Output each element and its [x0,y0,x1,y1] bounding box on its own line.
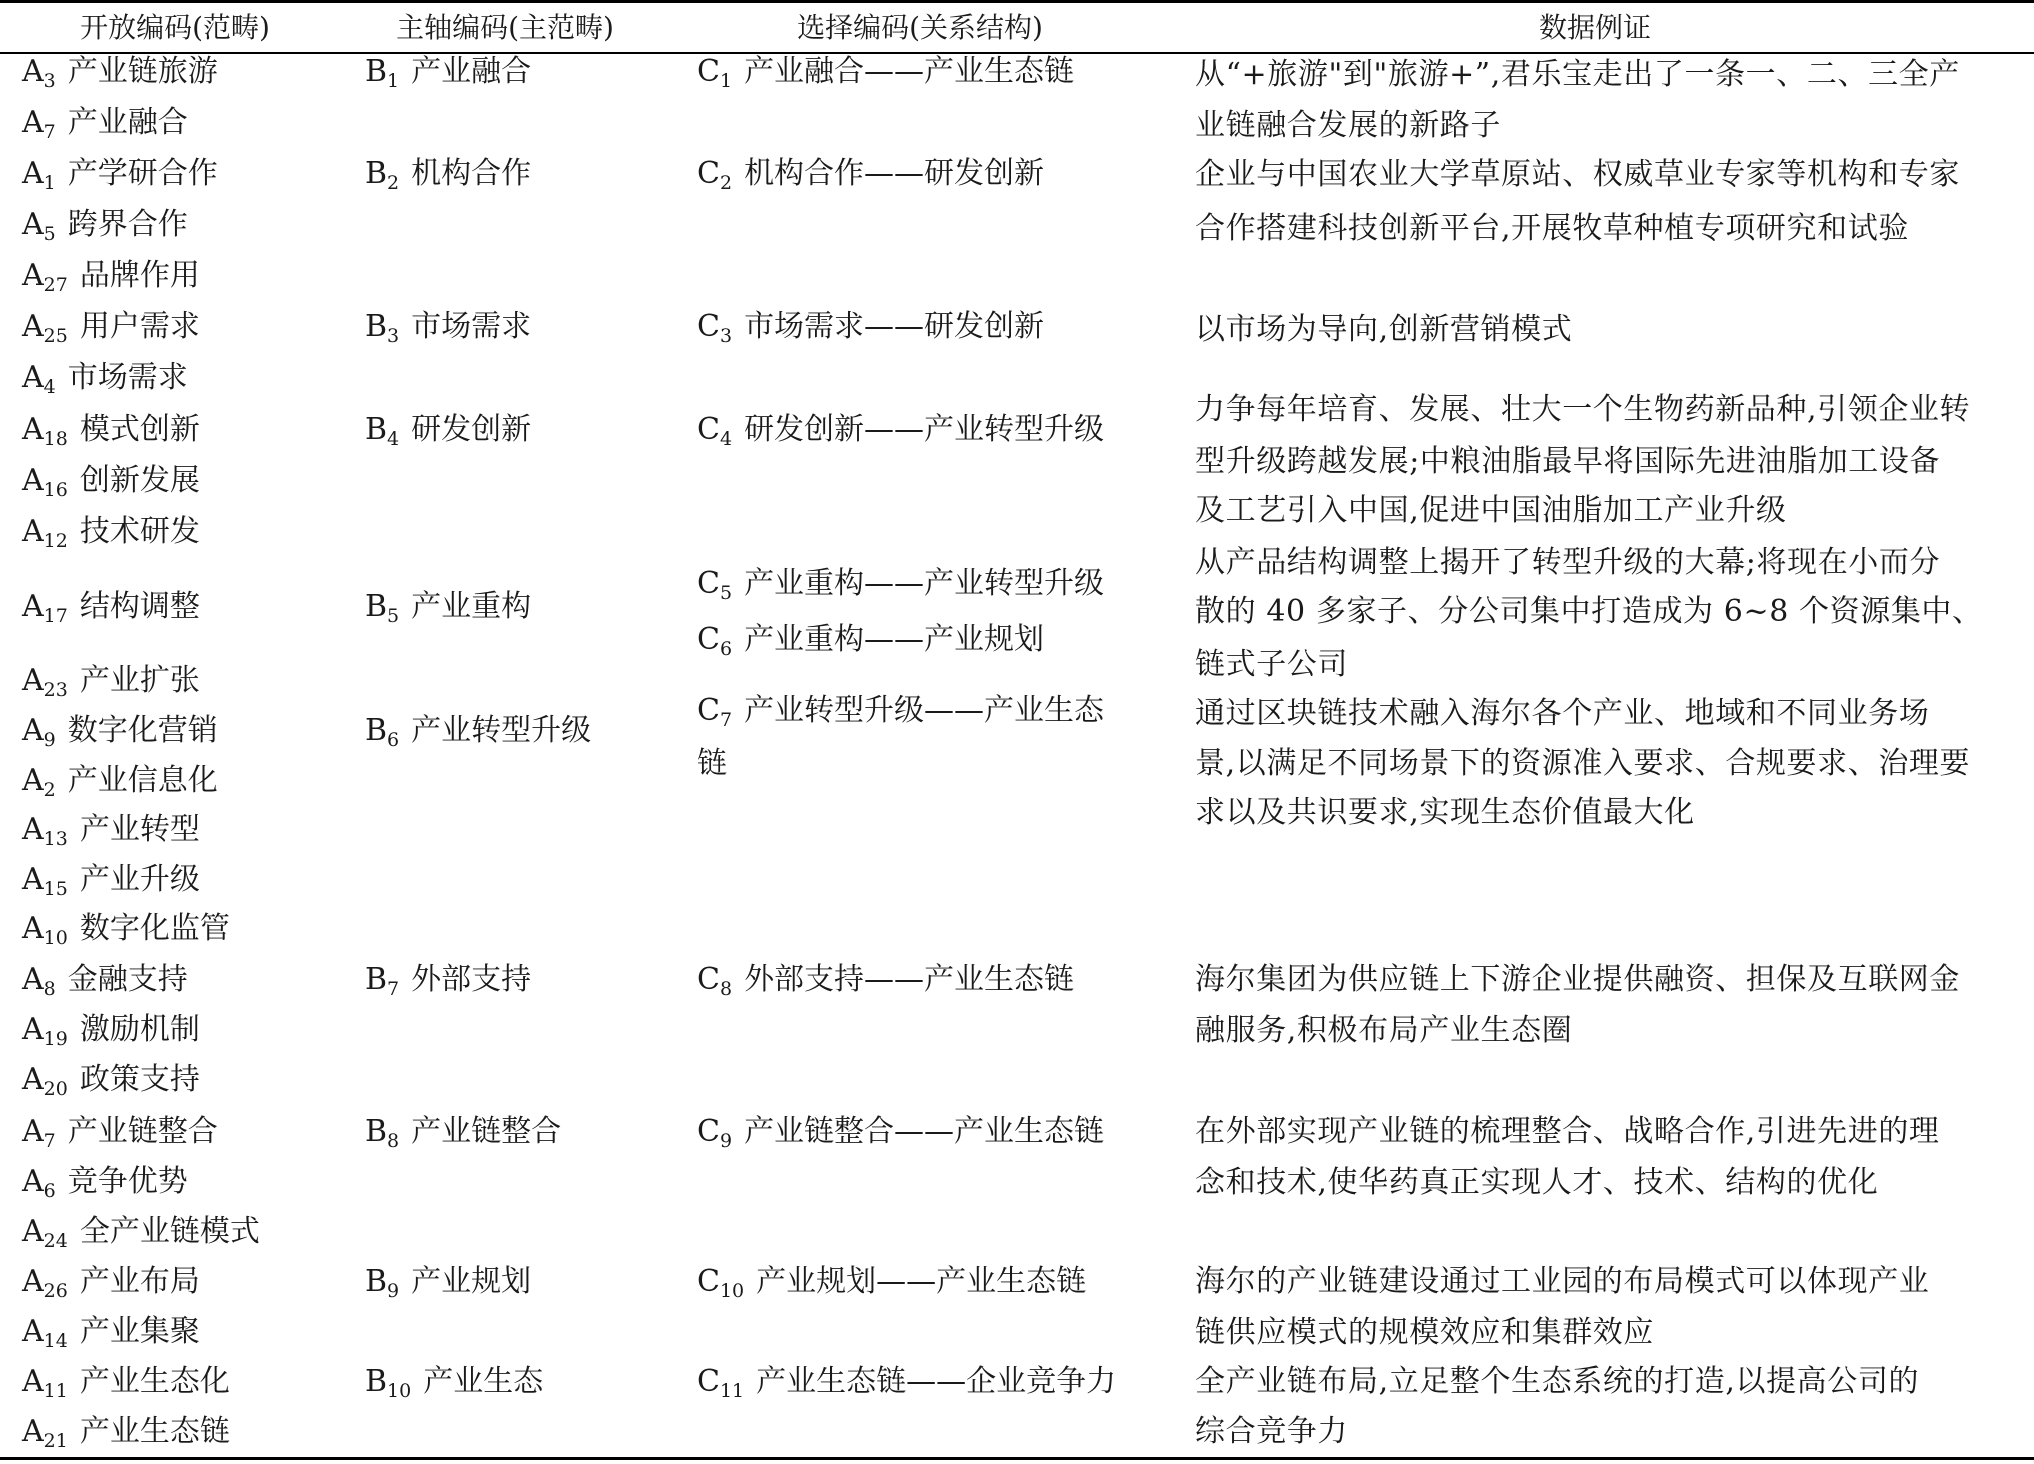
open-coding-category-code-index: 26 [43,1280,68,1302]
axial-coding-category-line [365,1107,561,1157]
open-coding-category-code [22,862,68,900]
open-coding-category-text: 产学研合作 [67,156,218,191]
open-coding-category-code-index: 18 [43,428,68,450]
selective-coding-relation-code-letter: C [697,1364,720,1399]
data-evidence-line: 海尔集团为供应链上下游企业提供融资、担保及互联网金 [1195,962,1960,997]
axial-coding-category-code-index: 4 [387,428,400,450]
open-coding-category-code-index: 12 [43,530,68,552]
axial-coding-category-code [365,1264,400,1302]
open-coding-category-code-index: 25 [43,325,68,347]
open-coding-category-line [22,200,188,250]
open-coding-category-line [22,456,200,506]
table-bottom-rule [0,1457,2034,1460]
open-coding-category-text: 用户需求 [79,309,200,344]
open-coding-category-code-index: 24 [43,1230,68,1252]
open-coding-category-code [22,463,68,501]
open-coding-category-line [22,706,218,756]
axial-coding-category-line [365,47,531,97]
axial-coding-category-line [365,1357,543,1407]
data-evidence-line: 从“+旅游"到"旅游+”,君乐宝走出了一条一、二、三全产 [1195,57,1960,92]
open-coding-category-code-index: 2 [43,779,56,801]
axial-coding-category-code-letter: B [365,713,388,748]
open-coding-category-line [22,1107,218,1157]
selective-coding-relation-text: 产业融合——产业生态链 [744,54,1075,89]
open-coding-category-code-index: 6 [43,1180,56,1202]
open-coding-category-text: 市场需求 [67,360,188,395]
selective-coding-relation-text: 市场需求——研发创新 [744,309,1045,344]
open-coding-category-code-letter: A [22,412,44,447]
axial-coding-category-line [365,405,531,455]
selective-coding-relation-text: 产业链整合——产业生态链 [744,1114,1105,1149]
open-coding-category-code-letter: A [22,663,44,698]
axial-coding-category-code [365,1114,400,1152]
data-evidence-line: 通过区块链技术融入海尔各个产业、地域和不同业务场 [1195,696,1930,731]
selective-coding-relation-code-letter: C [697,1114,720,1149]
open-coding-category-code-index: 5 [43,223,56,245]
open-coding-category-code [22,1264,68,1302]
selective-coding-relation-line [697,955,1074,1005]
selective-coding-relation-code-index: 9 [719,1130,733,1152]
selective-coding-relation-text: 产业转型升级——产业生态 [744,693,1105,728]
open-coding-category-line [22,251,200,301]
open-coding-category-line [22,1005,200,1055]
selective-coding-relation-line [697,1107,1104,1157]
open-coding-category-code-letter: A [22,1414,44,1449]
axial-coding-category-code-letter: B [365,1364,388,1399]
open-coding-category-line [22,582,200,632]
selective-coding-relation-code-letter: C [697,962,720,997]
axial-coding-category-code [365,589,400,627]
data-evidence-line: 散的 40 多家子、分公司集中打造成为 6~8 个资源集中、 [1195,594,1983,629]
axial-coding-category-code-letter: B [365,962,388,997]
open-coding-category-code-index: 14 [43,1330,68,1352]
selective-coding-relation-text: 产业规划——产业生态链 [756,1264,1087,1299]
open-coding-category-line [22,149,218,199]
open-coding-category-text: 政策支持 [79,1062,200,1097]
axial-coding-category-code-index: 9 [387,1280,400,1302]
open-coding-category-code [22,1364,68,1402]
axial-coding-category-code-index: 3 [387,325,400,347]
open-coding-category-text: 模式创新 [79,412,200,447]
data-evidence-line: 融服务,积极布局产业生态圈 [1195,1013,1573,1048]
selective-coding-relation-code-letter: C [697,309,720,344]
open-coding-category-code [22,911,68,949]
selective-coding-relation-code-index: 2 [719,172,733,194]
open-coding-category-code-index: 11 [43,1380,68,1402]
selective-coding-relation-text: 产业重构——产业转型升级 [744,566,1105,601]
open-coding-category-code [22,962,56,1000]
axial-coding-category-text: 产业生态 [423,1364,544,1399]
open-coding-category-code-letter: A [22,1012,44,1047]
open-coding-category-line [22,805,200,855]
selective-coding-relation-code-index: 7 [719,709,733,731]
open-coding-category-text: 产业信息化 [67,763,218,798]
data-evidence-line: 念和技术,使华药真正实现人才、技术、结构的优化 [1195,1165,1879,1200]
open-coding-category-code-letter: A [22,105,44,140]
open-coding-category-code-letter: A [22,1164,44,1199]
open-coding-category-code [22,1114,56,1152]
selective-coding-relation-line [697,1257,1086,1307]
selective-coding-relation-code [697,1264,745,1302]
open-coding-category-line [22,1257,200,1307]
open-coding-category-text: 激励机制 [79,1012,200,1047]
open-coding-category-code [22,105,56,143]
open-coding-category-code-letter: A [22,713,44,748]
axial-coding-category-line [365,706,591,756]
selective-coding-relation-text: 产业生态链——企业竞争力 [756,1364,1117,1399]
axial-coding-category-code-letter: B [365,309,388,344]
axial-coding-category-code-index: 10 [387,1380,412,1402]
selective-coding-relation-code-index: 11 [719,1380,745,1402]
open-coding-category-code [22,309,68,347]
axial-coding-category-text: 外部支持 [411,962,532,997]
open-coding-category-code-index: 17 [43,605,68,627]
open-coding-category-code [22,763,56,801]
selective-coding-relation-code-letter: C [697,412,720,447]
selective-coding-relation-text: 机构合作——研发创新 [744,156,1045,191]
open-coding-category-code [22,258,68,296]
data-evidence-line: 求以及共识要求,实现生态价值最大化 [1195,795,1695,830]
axial-coding-category-code [365,1364,412,1402]
axial-coding-category-code [365,54,400,92]
data-evidence-line: 型升级跨越发展;中粮油脂最早将国际先进油脂加工设备 [1195,444,1941,479]
open-coding-category-code-index: 21 [43,1430,68,1452]
selective-coding-relation-code-letter: C [697,566,720,601]
axial-coding-category-code-index: 8 [387,1130,400,1152]
open-coding-category-code [22,663,68,701]
selective-coding-relation-code [697,962,733,1000]
open-coding-category-line [22,405,200,455]
open-coding-category-text: 数字化营销 [67,713,218,748]
open-coding-category-code-index: 7 [43,1130,56,1152]
open-coding-category-code-index: 15 [43,878,68,900]
open-coding-category-code-index: 7 [43,121,56,143]
selective-coding-relation-code-index: 6 [719,638,733,660]
axial-coding-category-code [365,156,400,194]
open-coding-category-line [22,353,188,403]
open-coding-category-code [22,589,68,627]
open-coding-category-text: 产业链整合 [67,1114,218,1149]
open-coding-category-text: 技术研发 [79,514,200,549]
open-coding-category-text: 品牌作用 [79,258,200,293]
selective-coding-relation-code-index: 3 [719,325,733,347]
open-coding-category-text: 产业集聚 [79,1314,200,1349]
open-coding-category-code-index: 9 [43,729,56,751]
open-coding-category-code [22,1012,68,1050]
open-coding-category-text: 全产业链模式 [79,1214,260,1249]
open-coding-category-line [22,756,218,806]
axial-coding-category-line [365,955,531,1005]
open-coding-category-code-index: 20 [43,1078,68,1100]
table-top-rule [0,0,2034,3]
selective-coding-relation-code-index: 8 [719,978,733,1000]
axial-coding-category-code [365,713,400,751]
axial-coding-category-code-index: 2 [387,172,400,194]
open-coding-category-code-letter: A [22,360,44,395]
selective-coding-relation-text: 研发创新——产业转型升级 [744,412,1105,447]
open-coding-category-code-letter: A [22,514,44,549]
open-coding-category-code-index: 8 [43,978,56,1000]
column-header-data-evidence: 数据例证 [1538,11,1651,44]
open-coding-category-code-letter: A [22,1264,44,1299]
axial-coding-category-code-letter: B [365,412,388,447]
selective-coding-relation-code [697,309,733,347]
axial-coding-category-code-index: 1 [387,70,400,92]
selective-coding-relation-line [697,149,1044,199]
axial-coding-category-code-letter: B [365,1114,388,1149]
axial-coding-category-text: 研发创新 [411,412,532,447]
data-evidence-line: 合作搭建科技创新平台,开展牧草种植专项研究和试验 [1195,211,1909,246]
open-coding-category-line [22,302,200,352]
open-coding-category-code-index: 27 [43,274,68,296]
data-evidence-line: 业链融合发展的新路子 [1195,108,1501,143]
open-coding-category-line [22,1207,260,1257]
axial-coding-category-code-index: 5 [387,605,400,627]
axial-coding-category-line [365,582,531,632]
selective-coding-relation-code-index: 4 [719,428,733,450]
open-coding-category-code-letter: A [22,1062,44,1097]
selective-coding-relation-code-letter: C [697,693,720,728]
open-coding-category-code-index: 3 [43,70,56,92]
axial-coding-category-line [365,302,531,352]
open-coding-category-code-letter: A [22,156,44,191]
open-coding-category-code-letter: A [22,589,44,624]
selective-coding-relation-code-letter: C [697,156,720,191]
column-header-axial-coding: 主轴编码(主范畴) [396,11,614,44]
open-coding-category-code [22,1414,68,1452]
open-coding-category-text: 金融支持 [67,962,188,997]
open-coding-category-code-letter: A [22,309,44,344]
open-coding-category-text: 竞争优势 [67,1164,188,1199]
axial-coding-category-line [365,149,531,199]
open-coding-category-code-letter: A [22,258,44,293]
open-coding-category-code [22,1214,68,1252]
selective-coding-relation-line [697,686,1104,736]
open-coding-category-code-index: 19 [43,1028,68,1050]
axial-coding-category-text: 产业规划 [411,1264,532,1299]
open-coding-category-text: 产业布局 [79,1264,200,1299]
open-coding-category-code-letter: A [22,1214,44,1249]
open-coding-category-code-letter: A [22,54,44,89]
data-evidence-line: 在外部实现产业链的梳理整合、战略合作,引进先进的理 [1195,1114,1940,1149]
axial-coding-category-text: 产业重构 [411,589,532,624]
selective-coding-relation-line [697,1357,1116,1407]
open-coding-category-line [22,1307,200,1357]
open-coding-category-line [22,855,200,905]
open-coding-category-text: 结构调整 [79,589,200,624]
selective-coding-relation-code [697,412,733,450]
axial-coding-category-code-letter: B [365,589,388,624]
open-coding-category-text: 产业生态链 [79,1414,230,1449]
open-coding-category-code [22,360,56,398]
open-coding-category-code-letter: A [22,207,44,242]
open-coding-category-code-index: 13 [43,828,68,850]
open-coding-category-code [22,1164,56,1202]
open-coding-category-line [22,656,200,706]
open-coding-category-code-index: 4 [43,376,56,398]
data-evidence-line: 及工艺引入中国,促进中国油脂加工产业升级 [1195,493,1787,528]
open-coding-category-code [22,514,68,552]
data-evidence-line: 海尔的产业链建设通过工业园的布局模式可以体现产业 [1195,1264,1930,1299]
data-evidence-line: 从产品结构调整上揭开了转型升级的大幕;将现在小而分 [1195,545,1941,580]
open-coding-category-code [22,713,56,751]
open-coding-category-code [22,156,56,194]
axial-coding-category-code-letter: B [365,156,388,191]
open-coding-category-line [22,955,188,1005]
open-coding-category-line [22,904,230,954]
axial-coding-category-code-index: 7 [387,978,400,1000]
open-coding-category-text: 跨界合作 [67,207,188,242]
data-evidence-line: 全产业链布局,立足整个生态系统的打造,以提高公司的 [1195,1364,1920,1399]
axial-coding-category-code [365,309,400,347]
open-coding-category-code-letter: A [22,862,44,897]
selective-coding-relation-code [697,566,733,604]
selective-coding-relation-code-index: 5 [719,582,733,604]
selective-coding-relation-code [697,1364,745,1402]
column-header-selective-coding: 选择编码(关系结构) [797,11,1043,44]
open-coding-category-text: 产业链旅游 [67,54,218,89]
axial-coding-category-text: 产业转型升级 [411,713,592,748]
data-evidence-line: 链式子公司 [1195,647,1348,682]
selective-coding-relation-code-letter: C [697,622,720,657]
open-coding-category-code-letter: A [22,463,44,498]
axial-coding-category-text: 市场需求 [411,309,532,344]
selective-coding-relation-text: 产业重构——产业规划 [744,622,1045,657]
open-coding-category-code [22,812,68,850]
open-coding-category-line [22,1157,188,1207]
open-coding-category-text: 产业升级 [79,862,200,897]
selective-coding-relation-code [697,1114,733,1152]
selective-coding-relation-code [697,622,733,660]
selective-coding-relation-code [697,156,733,194]
selective-coding-relation-line [697,47,1074,97]
open-coding-category-text: 产业转型 [79,812,200,847]
open-coding-category-code [22,207,56,245]
open-coding-category-code-index: 1 [43,172,56,194]
open-coding-category-line [22,507,200,557]
selective-coding-relation-code-index: 10 [719,1280,745,1302]
axial-coding-category-text: 产业链整合 [411,1114,562,1149]
open-coding-category-code-letter: A [22,763,44,798]
axial-coding-category-code-letter: B [365,54,388,89]
selective-coding-relation-text: 外部支持——产业生态链 [744,962,1075,997]
selective-coding-relation-line [697,739,727,789]
open-coding-category-code-index: 23 [43,679,68,701]
data-evidence-line: 综合竞争力 [1195,1414,1348,1449]
selective-coding-relation-line [697,559,1104,609]
axial-coding-category-code [365,962,400,1000]
axial-coding-category-code-index: 6 [387,729,400,751]
data-evidence-line: 景,以满足不同场景下的资源准入要求、合规要求、治理要 [1195,746,1971,781]
selective-coding-relation-code-letter: C [697,1264,720,1299]
data-evidence-line: 链供应模式的规模效应和集群效应 [1195,1315,1654,1350]
open-coding-category-text: 数字化监管 [79,911,230,946]
axial-coding-category-line [365,1257,531,1307]
data-evidence-line: 企业与中国农业大学草原站、权威草业专家等机构和专家 [1195,157,1960,192]
open-coding-category-code-letter: A [22,1314,44,1349]
selective-coding-relation-line [697,405,1104,455]
open-coding-category-line [22,1407,230,1457]
open-coding-category-code-letter: A [22,812,44,847]
open-coding-category-code-letter: A [22,1114,44,1149]
data-evidence-line: 以市场为导向,创新营销模式 [1195,312,1573,347]
open-coding-category-code-letter: A [22,911,44,946]
open-coding-category-line [22,1357,230,1407]
open-coding-category-text: 产业生态化 [79,1364,230,1399]
open-coding-category-code-index: 10 [43,927,68,949]
selective-coding-relation-code [697,54,733,92]
open-coding-category-text: 创新发展 [79,463,200,498]
data-evidence-line: 力争每年培育、发展、壮大一个生物药新品种,引领企业转 [1195,392,1971,427]
axial-coding-category-text: 机构合作 [411,156,532,191]
axial-coding-category-text: 产业融合 [411,54,532,89]
selective-coding-relation-code-letter: C [697,54,720,89]
open-coding-category-code [22,1314,68,1352]
column-header-open-coding: 开放编码(范畴) [80,11,270,44]
selective-coding-relation-code-index: 1 [719,70,733,92]
open-coding-category-text: 产业融合 [67,105,188,140]
open-coding-category-code [22,412,68,450]
open-coding-category-line [22,1055,200,1105]
open-coding-category-text: 产业扩张 [79,663,200,698]
open-coding-category-code [22,54,56,92]
open-coding-category-code [22,1062,68,1100]
open-coding-category-line [22,47,218,97]
open-coding-category-code-letter: A [22,1364,44,1399]
selective-coding-relation-text: 链 [697,746,727,781]
selective-coding-relation-line [697,302,1044,352]
axial-coding-category-code [365,412,400,450]
selective-coding-relation-code [697,693,733,731]
selective-coding-relation-line [697,615,1044,665]
open-coding-category-line [22,98,188,148]
axial-coding-category-code-letter: B [365,1264,388,1299]
open-coding-category-code-index: 16 [43,479,68,501]
open-coding-category-code-letter: A [22,962,44,997]
